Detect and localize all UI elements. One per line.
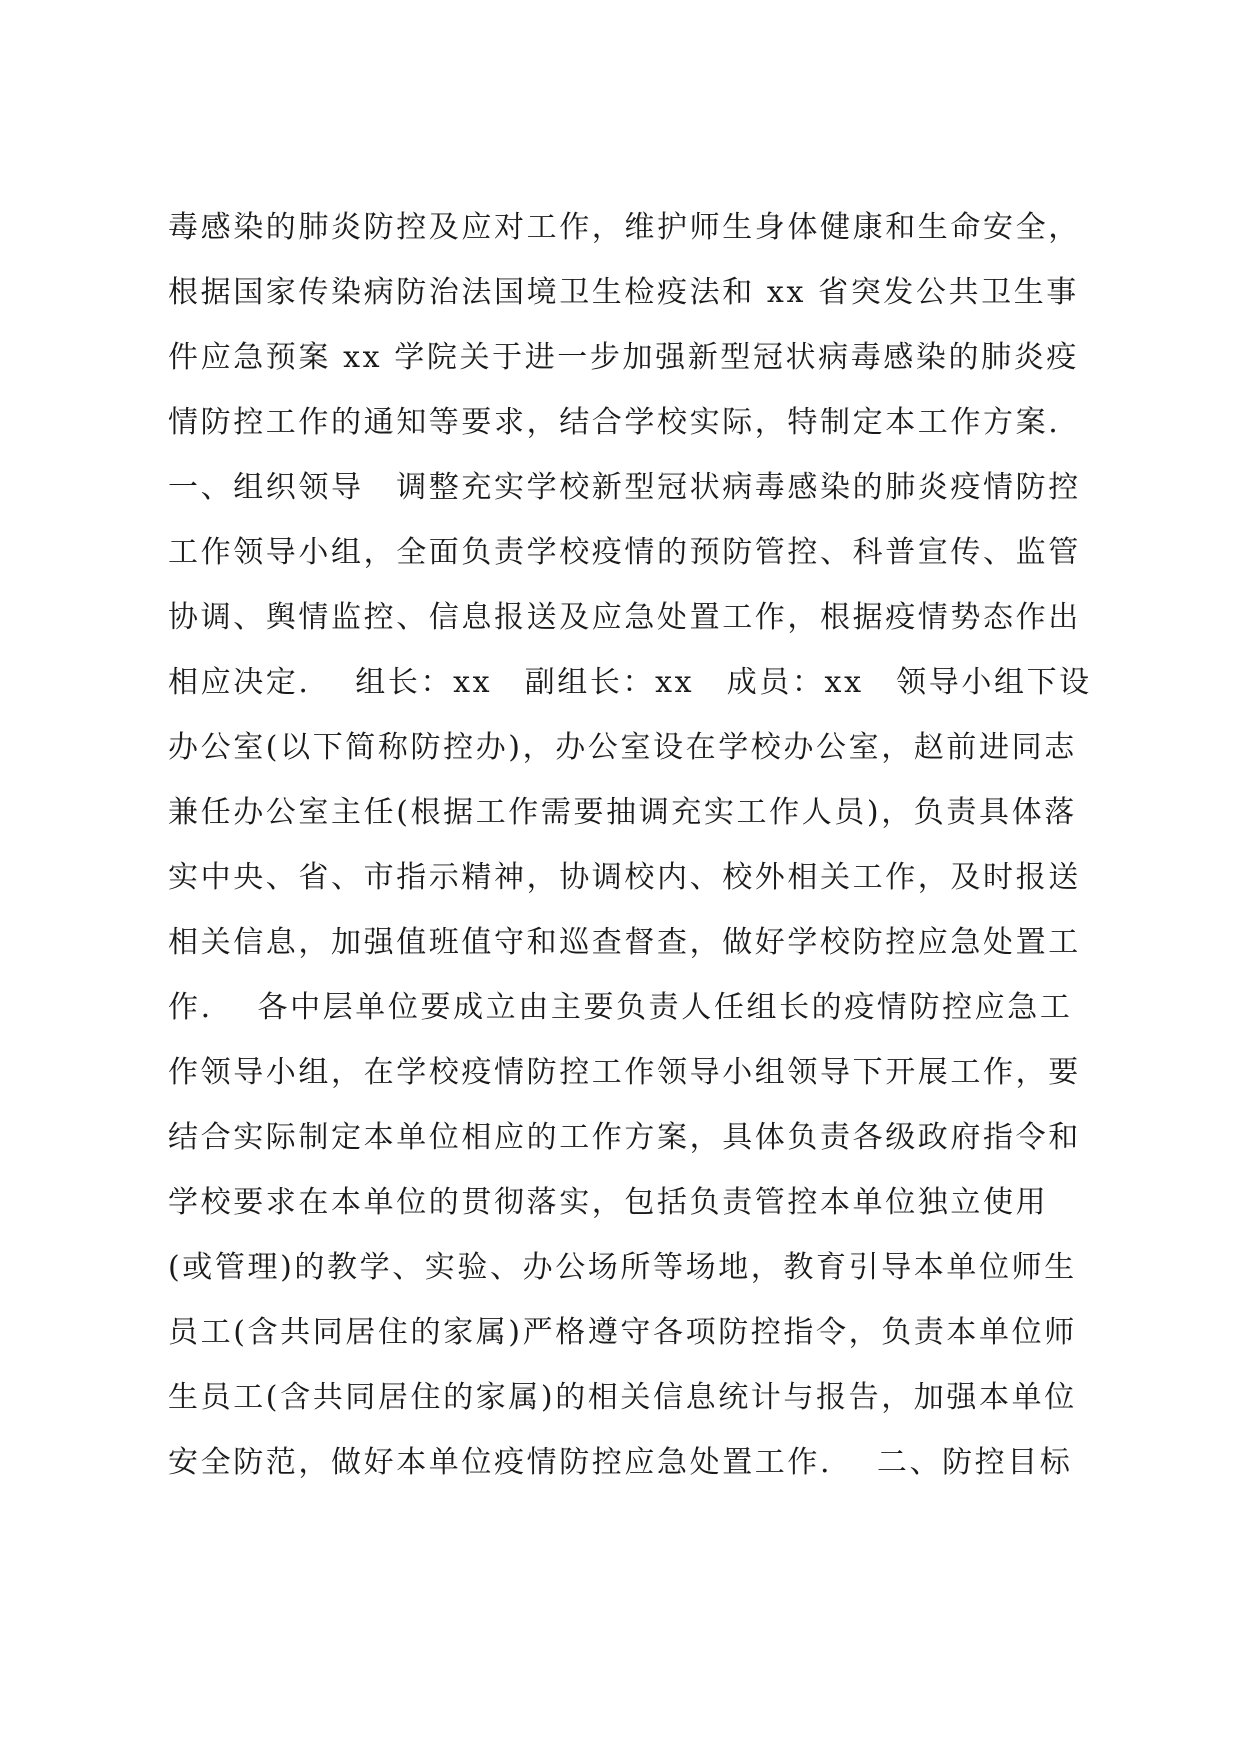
paragraph-line: 毒感染的肺炎防控及应对工作，维护师生身体健康和生命安全， [168, 210, 1081, 245]
paragraph-line: 根据国家传染病防治法国境卫生检疫法和 xx 省突发公共卫生事 [168, 275, 1079, 310]
paragraph-line: 安全防范，做好本单位疫情防控应急处置工作. 二、防控目标 [168, 1445, 1073, 1480]
paragraph-line: 工作领导小组，全面负责学校疫情的预防管控、科普宣传、监管 [168, 535, 1081, 570]
paragraph-line: 兼任办公室主任(根据工作需要抽调充实工作人员)，负责具体落 [168, 795, 1077, 830]
paragraph-line: (或管理)的教学、实验、办公场所等场地，教育引导本单位师生 [168, 1250, 1077, 1285]
paragraph-line: 学校要求在本单位的贯彻落实，包括负责管控本单位独立使用 [168, 1185, 1049, 1220]
document-body [168, 195, 1098, 1495]
paragraph-line: 作领导小组，在学校疫情防控工作领导小组领导下开展工作，要 [168, 1055, 1081, 1090]
paragraph-line: 情防控工作的通知等要求，结合学校实际，特制定本工作方案. [168, 405, 1061, 440]
paragraph-line: 办公室(以下简称防控办)，办公室设在学校办公室，赵前进同志 [168, 730, 1077, 765]
paragraph-line: 作. 各中层单位要成立由主要负责人任组长的疫情防控应急工 [168, 990, 1073, 1025]
paragraph-line: 生员工(含共同居住的家属)的相关信息统计与报告，加强本单位 [168, 1380, 1077, 1415]
paragraph-line: 相应决定. 组长：xx 副组长：xx 成员：xx 领导小组下设 [168, 665, 1092, 700]
paragraph-line: 协调、舆情监控、信息报送及应急处置工作，根据疫情势态作出 [168, 600, 1081, 635]
paragraph-line: 件应急预案 xx 学院关于进一步加强新型冠状病毒感染的肺炎疫 [168, 340, 1079, 375]
paragraph-line: 实中央、省、市指示精神，协调校内、校外相关工作，及时报送 [168, 860, 1081, 895]
paragraph-line: 一、组织领导 调整充实学校新型冠状病毒感染的肺炎疫情防控 [168, 470, 1081, 505]
paragraph-line: 相关信息，加强值班值守和巡查督查，做好学校防控应急处置工 [168, 925, 1081, 960]
paragraph-line: 结合实际制定本单位相应的工作方案，具体负责各级政府指令和 [168, 1120, 1081, 1155]
paragraph-line: 员工(含共同居住的家属)严格遵守各项防控指令，负责本单位师 [168, 1315, 1077, 1350]
